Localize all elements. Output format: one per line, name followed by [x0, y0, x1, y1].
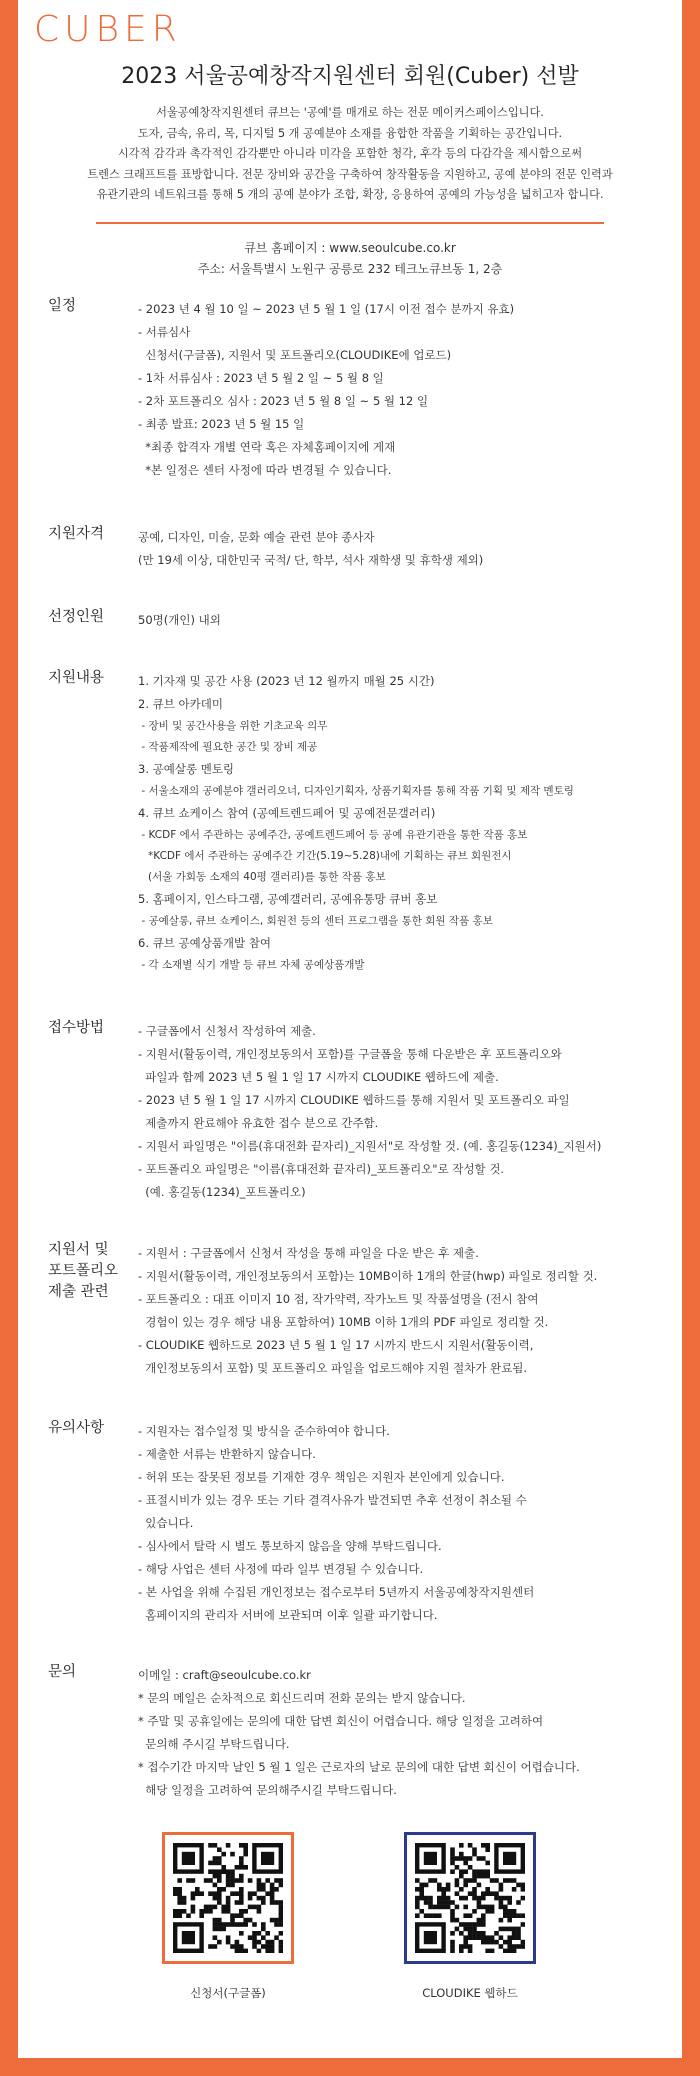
page-title: 2023 서울공예창작지원센터 회원(Cuber) 선발	[121, 64, 579, 89]
section-line: 50명(개인) 내외	[138, 613, 221, 627]
section-line: - 표절시비가 있는 경우 또는 기타 결격사유가 발견되면 추후 선정이 취소될 수	[138, 1493, 527, 1507]
section-line: - 1차 서류심사 : 2023 년 5 월 2 일 ~ 5 월 8 일	[138, 371, 384, 385]
qr-code-application-form[interactable]	[162, 1832, 294, 1964]
section-line: 신청서(구글폼), 지원서 및 포트폴리오(CLOUDIKE에 업로드)	[138, 348, 452, 362]
section-label-line: 포트폴리오	[48, 1263, 119, 1279]
section-body	[138, 1020, 668, 1204]
section-line: * 문의 메일은 순차적으로 회신드리며 전화 문의는 받지 않습니다.	[138, 1691, 466, 1705]
section-label	[48, 668, 133, 689]
section-body	[138, 1242, 668, 1380]
section-label	[48, 607, 133, 628]
intro-line: 도자, 금속, 유리, 목, 디지털 5 개 공예분야 소재를 융합한 작품을 기획하는 공간입니다.	[137, 126, 563, 140]
section-line: 개인정보동의서 포함) 및 포트폴리오 파일을 업로드해야 지원 절차가 완료됨.	[138, 1361, 528, 1375]
address-text: 주소: 서울특별시 노원구 공릉로 232 테크노큐브동 1, 2층	[197, 262, 503, 276]
divider	[96, 222, 604, 224]
qr-code-icon	[415, 1843, 525, 1953]
qr-code-icon	[173, 1843, 283, 1953]
section-label-line: 지원자격	[48, 526, 105, 542]
section-line: (예. 홍길동(1234)_포트폴리오)	[138, 1185, 306, 1199]
section-body	[138, 1664, 668, 1802]
section-line: (서울 가회동 소재의 40평 갤러리)를 통한 작품 홍보	[138, 871, 386, 883]
section-line: - 심사에서 탈락 시 별도 통보하지 않음을 양해 부탁드립니다.	[138, 1539, 442, 1553]
section-line: *KCDF 에서 주관하는 공예주간 기간(5.19~5.28)내에 기획하는 큐브 회원전시	[138, 850, 512, 862]
intro-line: 트렌스 크래프트를 표방합니다. 전문 장비와 공간을 구축하여 창작활동을 지원하고, 공예 분야의 전문 인력과	[87, 167, 613, 181]
section-line: - 지원서 파일명은 "이름(휴대전화 끝자리)_지원서"로 작성할 것. (예. 홍길동(1234)_지원서)	[138, 1139, 602, 1153]
section-line: - 최종 발표: 2023 년 5 월 15 일	[138, 417, 305, 431]
section-label-line: 선정인원	[48, 609, 105, 625]
poster-card	[18, 0, 682, 2058]
intro-line: 유관기관의 네트워크를 통해 5 개의 공예 분야가 조합, 확장, 응용하여 공예의 가능성을 넓히고자 합니다.	[96, 188, 604, 201]
section-label-line: 지원서 및	[48, 1242, 109, 1258]
section-line: - 서류심사	[138, 325, 191, 339]
section-line: - 지원서(활동이력, 개인정보동의서 포함)는 10MB이하 1개의 한글(hwp) 파일로 정리할 것.	[138, 1269, 598, 1283]
section-line: 홈페이지의 관리자 서버에 보관되며 이후 일괄 파기합니다.	[138, 1608, 438, 1622]
section-line: 공예, 디자인, 미술, 문화 예술 관련 분야 종사자	[138, 530, 375, 544]
section-line: - 2차 포트폴리오 심사 : 2023 년 5 월 8 일 ~ 5 월 12 일	[138, 394, 429, 408]
qr-code-cloudike[interactable]	[404, 1832, 536, 1964]
section-line: - CLOUDIKE 웹하드로 2023 년 5 월 1 일 17 시까지 반드시 지원서(활동이력,	[138, 1338, 534, 1352]
section-line: - 구글폼에서 신청서 작성하여 제출.	[138, 1024, 316, 1038]
qr-caption-application: 신청서(구글폼)	[190, 1986, 266, 2000]
section-line: - 허위 또는 잘못된 정보를 기재한 경우 책임은 지원자 본인에게 있습니다.	[138, 1470, 505, 1484]
section-line: - 장비 및 공간사용을 위한 기초교육 의무	[138, 720, 328, 732]
intro-line: 시각적 감각과 촉각적인 감각뿐만 아니라 미각을 포함한 청각, 후각 등의 다감각을 제시함으로써	[117, 147, 583, 160]
section-label-line: 접수방법	[48, 1020, 105, 1036]
intro-paragraph	[48, 103, 652, 206]
section-line: 3. 공예살롱 멘토링	[138, 762, 235, 776]
section-line: * 접수기간 마지막 날인 5 월 1 일은 근로자의 날로 문의에 대한 답변 회신이 어렵습니다.	[138, 1760, 580, 1774]
section-line: 문의해 주시길 부탁드립니다.	[138, 1737, 290, 1751]
section-line: - 본 사업을 위해 수집된 개인정보는 접수로부터 5년까지 서울공예창작지원센터	[138, 1585, 535, 1599]
section-line: - 포트폴리오 : 대표 이미지 10 점, 작가약력, 작가노트 및 작품설명을 (전시 참여	[138, 1292, 539, 1306]
section-label	[48, 1662, 133, 1683]
section-line: * 주말 및 공휴일에는 문의에 대한 답변 회신이 어렵습니다. 해당 일정을 고려하여	[138, 1714, 544, 1728]
section-label-line: 일정	[48, 298, 77, 314]
intro-line: 서울공예창작지원센터 큐브는 '공예'를 매개로 하는 전문 메이커스페이스입니다.	[156, 106, 544, 119]
section-line: - 해당 사업은 센터 사정에 따라 일부 변경될 수 있습니다.	[138, 1562, 424, 1576]
section-line: (만 19세 이상, 대한민국 국적/ 단, 학부, 석사 재학생 및 휴학생 제외)	[138, 553, 484, 567]
section-line: *최종 합격자 개별 연락 혹은 자체홈페이지에 게재	[138, 440, 396, 454]
section-body	[138, 1420, 668, 1627]
cuber-logo: CUBER	[34, 9, 182, 50]
section-line: - 서울소재의 공예분야 갤러리오너, 디자인기획자, 상품기획자를 통해 작품 기획 및 제작 멘토링	[138, 785, 574, 797]
section-line: 있습니다.	[138, 1516, 194, 1530]
section-line: 6. 큐브 공예상품개발 참여	[138, 936, 272, 950]
section-label	[48, 1018, 133, 1039]
section-line: - 2023 년 4 월 10 일 ~ 2023 년 5 월 1 일 (17시 이전 접수 분까지 유효)	[138, 302, 515, 316]
section-body	[138, 609, 668, 632]
qr-caption-cloudike: CLOUDIKE 웹하드	[422, 1986, 518, 2000]
section-body	[138, 670, 668, 976]
section-line: 2. 큐브 아카데미	[138, 697, 223, 711]
section-body	[138, 526, 668, 572]
section-line: 해당 일정을 고려하여 문의해주시길 부탁드립니다.	[138, 1783, 397, 1797]
section-line: - 지원서(활동이력, 개인정보동의서 포함)를 구글폼을 통해 다운받은 후 포트폴리오와	[138, 1047, 562, 1061]
section-label-line: 유의사항	[48, 1420, 105, 1436]
section-line: - 포트폴리오 파일명은 "이름(휴대전화 끝자리)_포트폴리오"로 작성할 것.	[138, 1162, 505, 1176]
section-line: - 작품제작에 필요한 공간 및 장비 제공	[138, 741, 318, 753]
contact-info	[18, 238, 682, 280]
section-line: - KCDF 에서 주관하는 공예주간, 공예트렌드페어 등 공예 유관기관을 통한 작품 홍보	[138, 829, 528, 841]
section-body	[138, 298, 668, 482]
section-line: - 지원자는 접수일정 및 방식을 준수하여야 합니다.	[138, 1424, 390, 1438]
section-line: 4. 큐브 쇼케이스 참여 (공예트렌드페어 및 공예전문갤러리)	[138, 806, 436, 820]
section-label	[48, 1240, 133, 1303]
section-line: 이메일 : craft@seoulcube.co.kr	[138, 1668, 311, 1682]
section-line: - 각 소재별 식기 개발 등 큐브 자체 공예상품개발	[138, 959, 365, 971]
section-label-line: 지원내용	[48, 670, 105, 686]
section-line: 1. 기자재 및 공간 사용 (2023 년 12 월까지 매월 25 시간)	[138, 674, 435, 688]
section-label	[48, 524, 133, 545]
section-line: 5. 홈페이지, 인스타그램, 공예갤러리, 공예유통망 큐버 홍보	[138, 892, 438, 906]
section-label-line: 제출 관련	[48, 1284, 109, 1300]
section-line: - 2023 년 5 월 1 일 17 시까지 CLOUDIKE 웹하드를 통해 지원서 및 포트폴리오 파일	[138, 1093, 570, 1107]
section-label-line: 문의	[48, 1664, 77, 1680]
section-label	[48, 296, 133, 317]
section-line: - 제출한 서류는 반환하지 않습니다.	[138, 1447, 316, 1461]
section-label	[48, 1418, 133, 1439]
section-line: 파일과 함께 2023 년 5 월 1 일 17 시까지 CLOUDIKE 웹하드에 제출.	[138, 1070, 499, 1084]
section-line: 제출까지 완료해야 유효한 접수 분으로 간주함.	[138, 1116, 379, 1130]
section-line: - 지원서 : 구글폼에서 신청서 작성을 통해 파일을 다운 받은 후 제출.	[138, 1246, 479, 1260]
section-line: *본 일정은 센터 사정에 따라 변경될 수 있습니다.	[138, 463, 392, 477]
homepage-text: 큐브 홈페이지 : www.seoulcube.co.kr	[244, 241, 456, 255]
section-line: - 공예살롱, 큐브 쇼케이스, 회원전 등의 센터 프로그램을 통한 회원 작품 홍보	[138, 915, 493, 927]
section-line: 경험이 있는 경우 해당 내용 포함하여) 10MB 이하 1개의 PDF 파일로 정리할 것.	[138, 1315, 549, 1329]
